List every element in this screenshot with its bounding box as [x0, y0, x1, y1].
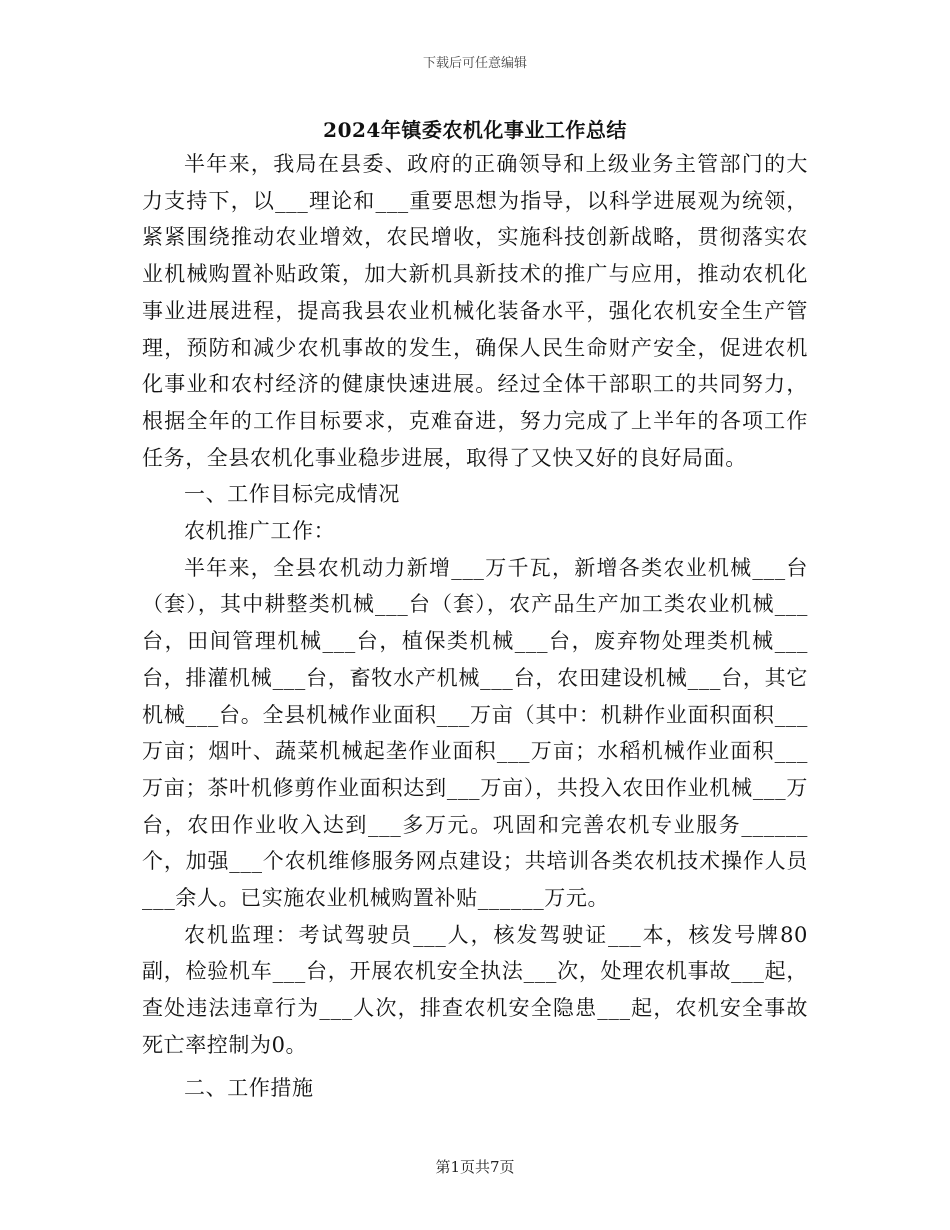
promotion-paragraph: 半年来，全县农机动力新增___万千瓦，新增各类农业机械___台（套），其中耕整类机械___台（套），农产品生产加工类农业机械___台，田间管理机械___台，植保类机械___台，废弃物处理类机械___台，排灌机械___台，畜牧水产机械___台，农田建设机械___台，其它机械___台。全县机械作业面积___万亩（其中：机耕作业面积面积___万亩；烟叶、蔬菜机械起垄作业面积___万亩；水稻机械作业面积___万亩；茶叶机修剪作业面积达到___万亩），共投入农田作业机械___万台，农田作业收入达到___多万元。巩固和完善农机专业服务______个，加强___个农机维修服务网点建设；共培训各类农机技术操作人员___余人。已实施农业机械购置补贴______万元。	[142, 555, 808, 911]
page-header-note: 下载后可任意编辑	[422, 56, 527, 71]
section-heading-goals: 一、工作目标完成情况	[184, 482, 400, 507]
document-body	[142, 146, 808, 1106]
page-number: 第1页共7页	[435, 1158, 515, 1176]
document-title: 2024年镇委农机化事业工作总结	[323, 118, 627, 142]
supervision-paragraph: 农机监理：考试驾驶员___人，核发驾驶证___本，核发号牌80副，检验机车___台，开展农机安全执法___次，处理农机事故___起，查处违法违章行为___人次，排查农机安全隐患___起，农机安全事故死亡率控制为0。	[142, 922, 808, 1057]
subheading-promotion: 农机推广工作：	[184, 519, 336, 544]
intro-paragraph: 半年来，我局在县委、政府的正确领导和上级业务主管部门的大力支持下，以___理论和___重要思想为指导，以科学进展观为统领，紧紧围绕推动农业增效，农民增收，实施科技创新战略，贯彻落实农业机械购置补贴政策，加大新机具新技术的推广与应用，推动农机化事业进展进程，提高我县农业机械化装备水平，强化农机安全生产管理，预防和减少农机事故的发生，确保人民生命财产安全，促进农机化事业和农村经济的健康快速进展。经过全体干部职工的共同努力，根据全年的工作目标要求，克难奋进，努力完成了上半年的各项工作任务，全县农机化事业稳步进展，取得了又快又好的良好局面。	[142, 152, 808, 470]
section-heading-measures: 二、工作措施	[184, 1075, 314, 1100]
